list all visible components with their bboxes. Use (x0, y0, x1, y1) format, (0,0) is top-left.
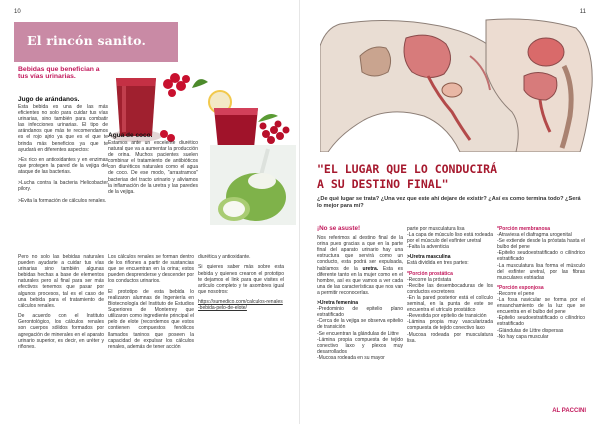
col1-body: Nos referimos al destino final de la orina pues gracias a que en la parte final del aparato urinario hay una estructura que servirá como un conducto, esta podrá ser expulsada, hablamos de la uretra. Esta es diferente tanto en la mujer como en el hombre, así es que vamos a ver cada una de las características que nos van a permitir reconocerlas. (317, 235, 404, 296)
cranberry-heading: Jugo de arándanos. (18, 96, 80, 103)
lead-paragraph: ¿De qué lugar se trata? ¿Una vez que este ahí dejare de existir? ¿Así es como termina todo? ¿Será lo mejor para mí? (317, 196, 581, 209)
headline-line-1: "EL LUGAR QUE LO CONDUCIRÁ (317, 162, 498, 176)
list-item: -La capa de músculo liso está rodeada por el músculo del esfínter uretral (407, 232, 493, 245)
paragraph: Los cálculos renales se forman dentro de los riñones a partir de sustancias que se encuentran en la orina; estos pueden desprenderse y descender por los conductos urinarios. (108, 254, 194, 285)
female-urethra-heading: >Uretra femenina (317, 300, 358, 307)
list-item: -Atraviesa el diafragma urogenital (497, 232, 572, 239)
list-item: -Predominio de epitelio plano estratificado (317, 306, 403, 319)
coconut-opening (248, 173, 276, 189)
leaf (258, 114, 278, 122)
list-item: -La musculatura lisa forma el músculo del esfínter uretral, por las fibras musculares estriadas (497, 262, 585, 281)
cranberry-bullet: >Evita la formación de cálculos renales. (18, 198, 107, 204)
column-1 (18, 254, 104, 354)
prostatic-heading: *Porción prostática (407, 270, 453, 277)
author-credit: AL PACCINI (552, 408, 586, 414)
coconut-flesh (223, 201, 245, 217)
paragraph: El prototipo de esta bebida lo realizaron alumnas de Ingeniería en Biotecnología del Instituto de Estudios Superiores de Monterrey que utilizaron como ingrediente principal el pelo de elote (recordemos que estos contienen compuestos fenólicos llamados taninos que poseen la capacidad de expulsar los cálculos renales, además de tener acción (108, 288, 194, 350)
list-item: -Recorre el pene (497, 290, 535, 297)
male-urethra-heading: >Uretra masculina (407, 254, 451, 261)
page-number: 10 (14, 9, 21, 15)
cranberry-bullet: >Es rico en antioxidantes y en enzimas que protegen la pared de la vejiga del ataque de las bacterias. (18, 157, 108, 176)
list-item: -Lámina propia muy vascularizada compuesta de tejido conectivo laxo (407, 319, 493, 332)
headline-line-2: A SU DESTINO FINAL" (317, 177, 449, 191)
list-item: -Epitelio seudoestratificado o cilíndrico estratificado (497, 315, 585, 328)
uterus (528, 38, 564, 66)
cranberry-bullet: >Lucha contra la bacteria Helicobacter pilory. (18, 179, 108, 192)
female-list (317, 306, 403, 361)
section-title: El rincón sanito. (27, 33, 147, 48)
list-item: -Cerca de la vejiga se observa epitelio de transición (317, 318, 403, 331)
list-item: -Epitelio seudoestratificado o cilíndrico estratificado (497, 250, 585, 263)
spongy-heading: *Porción esponjosa (497, 284, 544, 291)
bladder (404, 35, 451, 77)
column-2 (108, 254, 194, 354)
paragraph: Pero no solo las bebidas naturales pueden ayudarte a cuidar tus vías urinarias sino también algunas bebidas hechas a base de elementos naturales pero al final para ser más efectivos tenemos que pasar por algunos procesos, tal es el caso de una bebida para el tratamiento de cálculos renales. (18, 254, 104, 309)
list-item: -Recorre la próstata (407, 276, 452, 283)
list-item: -Recibe las desembocaduras de los conductos excretores (407, 282, 493, 295)
cranberries (160, 73, 190, 142)
coconut-body: Estamos ante un excelente diurético natural que va a aumentar la producción de orina. Muchos pacientes suelen combinar el tratamiento de antibióticos con diuréticos naturales como el agua de coco. De ese modo, "arrastramos" bacterias del tracto urinario y aliviamos la inflamación de la uretra y las paredes de la vejiga. (108, 140, 198, 195)
female-bladder (524, 72, 557, 100)
page-number: 11 (579, 9, 586, 15)
list-item: -Se extiende desde la próstata hasta el bulbo del pene (497, 238, 585, 251)
paragraph: Si quieres saber más sobre esta bebida y quienes crearon el prototipo te dejamos el link para que visites el artículo completo y te asombres igual que nosotros: (198, 264, 284, 295)
article-link[interactable]: https://sumedico.com/calculos-renales-bebida-pelo-de-elote/ (198, 299, 283, 312)
membranous-heading: *Porción membranosa (497, 226, 551, 232)
column-3 (198, 254, 284, 316)
coconut-heading: Agua de coco. (108, 132, 153, 139)
list-item: -En la pared posterior está el colículo seminal, en la punta de este se encuentra el utrículo prostático (407, 294, 493, 314)
cranberry-text (18, 104, 108, 208)
berry-pile (260, 121, 290, 145)
list-item: -Mucosa rodeada por musculatura lisa. (407, 331, 493, 344)
list-item: -Glándulas de Littre dispersas (497, 327, 564, 334)
cranberry-body: Esta bebida es una de las más eficientes no solo para cuidar tus vías urinarias, sino también para combatir las infecciones urinarias. El tipo de arándanos que más te recomendamos es el rojo ajrio ya que es el que te brinda más beneficios ya que te ayudará en diferentes aspectos: (18, 104, 108, 153)
coconut-image (210, 145, 296, 225)
right-column-1 (317, 226, 403, 361)
juice-surface (116, 78, 156, 86)
list-item: -Revestida por epitelio de transición (407, 313, 487, 320)
right-column-3 (497, 226, 585, 340)
list-item: -Falta la adventicia (407, 244, 449, 251)
list-item: parte por musculatura lisa (407, 226, 465, 232)
section-banner (14, 22, 178, 62)
paragraph: diurética y antioxidante. (198, 254, 251, 260)
col1-heading: ¡No se asuste! (317, 225, 361, 232)
glass-shine (122, 86, 126, 132)
list-item: -Lámina propia compuesta de tejido conectivo laxo y plexos muy desarrollados (317, 336, 403, 355)
prostate (442, 83, 462, 97)
list-item: -La fosa navicular se forma por el ensanchamiento de la luz que se encuentra en el bulbo del pene (497, 297, 585, 316)
right-page (300, 0, 600, 424)
leaf (192, 79, 208, 88)
drinks-heading: Bebidas que benefician a tus vías urinarias. (18, 66, 100, 81)
list-item: -No hay capa muscular (497, 333, 549, 340)
right-column-2 (407, 226, 493, 344)
list-item: -Mucosa rodeada en su mayor (317, 354, 385, 361)
female-anatomy-illustration (476, 16, 596, 152)
list-item: -Se encuentran la glándulas de Littre (317, 330, 399, 337)
male-intro: Está dividida en tres partes: (407, 260, 469, 267)
second-glass-surface (214, 108, 258, 115)
paragraph: De acuerdo con el Instituto Gerontológico, los cálculos renales son cuerpos sólidos formados por agregación de minerales en el aparato urinario superior, es decir, en uréter y riñones. (18, 313, 104, 350)
